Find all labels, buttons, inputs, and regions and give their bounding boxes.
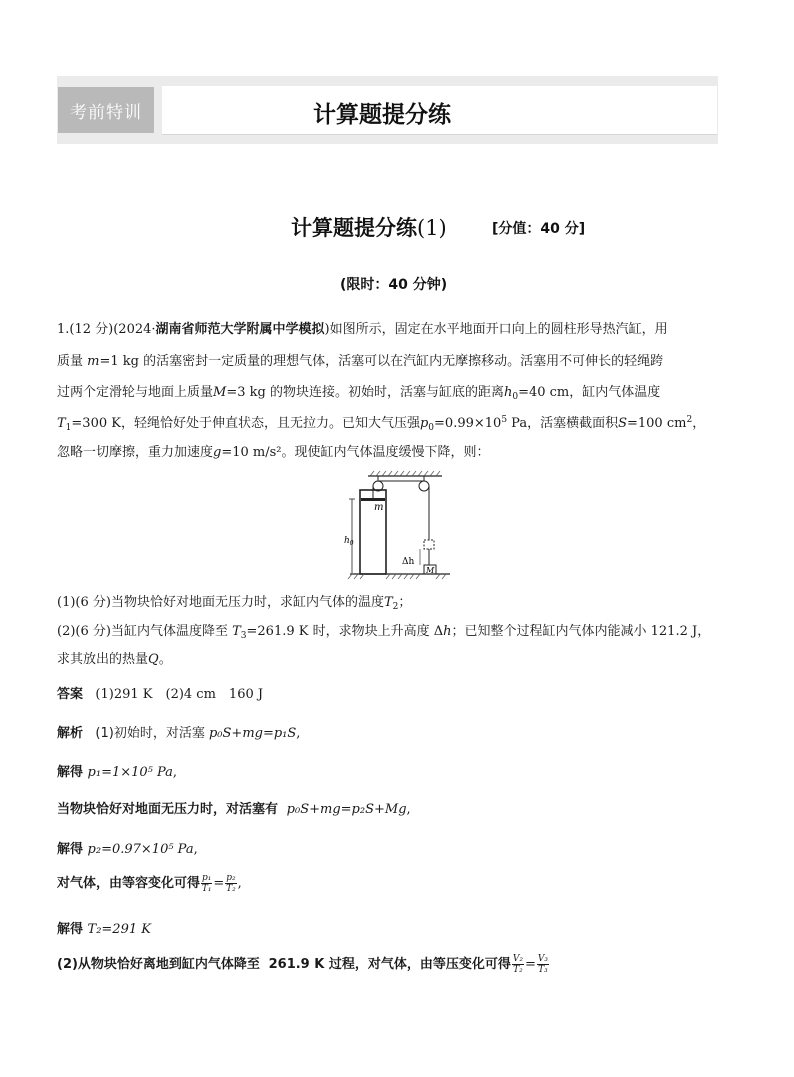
- fraction-v3-t3: $\frac{\text{V₃}}{\text{T₃}}$: [537, 954, 548, 975]
- label-M: M: [426, 566, 435, 575]
- pulley-right: [419, 481, 429, 491]
- section-title-num: (1): [417, 216, 447, 240]
- analysis-step-2: 解得 p₁=1×10⁵ Pa,: [57, 765, 178, 780]
- answer-label: 答案: [57, 687, 84, 702]
- problem-line-5: 忽略一切摩擦，重力加速度g=10 m/s²。现使缸内气体温度缓慢下降，则：: [57, 445, 490, 460]
- question-1: (1)(6 分)当物块恰好对地面无压力时，求缸内气体的温度$T_2$；: [57, 595, 412, 612]
- problem-line-4: $T_1=300$ K，轻绳恰好处于伸直状态，且无拉力。已知大气压强$p_0=0.99\times 10^5$ Pa，活塞横截面积S=100 $cm^2$，: [57, 415, 706, 433]
- label-m: m: [374, 502, 384, 513]
- section-title: [291, 212, 447, 242]
- analysis-step-6: 解得 T₂=291 K: [57, 922, 151, 937]
- section-time: (限时：40 分钟): [340, 277, 448, 293]
- label-delta-h: Δh: [402, 557, 415, 567]
- banner-tag: 考前特训: [58, 87, 154, 133]
- question-2-line-2: 求其放出的热量Q。: [57, 652, 172, 667]
- answer-text: (1)291 K (2)4 cm 160 J: [95, 687, 264, 702]
- block-raised: [424, 540, 434, 549]
- analysis-step-1: 解析 (1)初始时，对活塞 p₀S+mg=p₁S,: [57, 726, 301, 741]
- banner-title: 计算题提分练: [313, 102, 451, 128]
- section-score: [分值：40 分]: [492, 221, 586, 237]
- question-2-line-1: (2)(6 分)当缸内气体温度降至 $T_3=261.9$ K 时，求物块上升高度 Δh；已知整个过程缸内气体内能减小 121.2 J，: [57, 624, 711, 641]
- problem-line-3: 过两个定滑轮与地面上质量M=3 kg 的物块连接。初始时，活塞与缸底的距离$h_0=40$ cm，缸内气体温度: [57, 385, 661, 402]
- fraction-p1-t1: $\frac{\text{p₁}}{\text{T₁}}$: [201, 873, 212, 894]
- section-title-cn: 计算题提分练: [291, 216, 417, 240]
- answer-line: [57, 683, 263, 702]
- analysis-step-4: 解得 p₂=0.97×10⁵ Pa,: [57, 842, 198, 857]
- piston: [361, 498, 385, 501]
- analysis-step-3: 当物块恰好对地面无压力时，对活塞有 p₀S+mg=p₂S+Mg,: [57, 802, 411, 817]
- fraction-v2-t2: $\frac{\text{V₂}}{\text{T₂}}$: [512, 954, 523, 975]
- analysis-label: 解析: [57, 726, 84, 741]
- fraction-p2-t2: $\frac{\text{p₂}}{\text{T₂}}$: [226, 873, 236, 894]
- problem-line-2: 质量 m=1 kg 的活塞密封一定质量的理想气体，活塞可以在汽缸内无摩擦移动。活塞用不可伸长的轻绳跨: [57, 354, 664, 369]
- analysis-step-5: 对气体，由等容变化可得 $\frac{\text{p₁}}{\text{T₁}}$ = $\frac{\text{p₂}}{\text{T₂}}$ ,: [57, 873, 242, 894]
- label-h0: $h_0$: [344, 536, 354, 547]
- analysis-step-7: (2)从物块恰好离地到缸内气体降至 261.9 K 过程，对气体，由等压变化可得 $\frac{\text{V₂}}{\text{T₂}}$ = $\frac{\text{V₃}}{\text{T₃}}$: [57, 954, 548, 975]
- problem-line-1: 1.(12 分)(2024·湖南省师范大学附属中学模拟)如图所示，固定在水平地面开口向上的圆柱形导热汽缸，用: [57, 322, 668, 337]
- problem-source: 湖南省师范大学附属中学模拟: [155, 322, 325, 337]
- cylinder-pulley-figure: [340, 468, 460, 580]
